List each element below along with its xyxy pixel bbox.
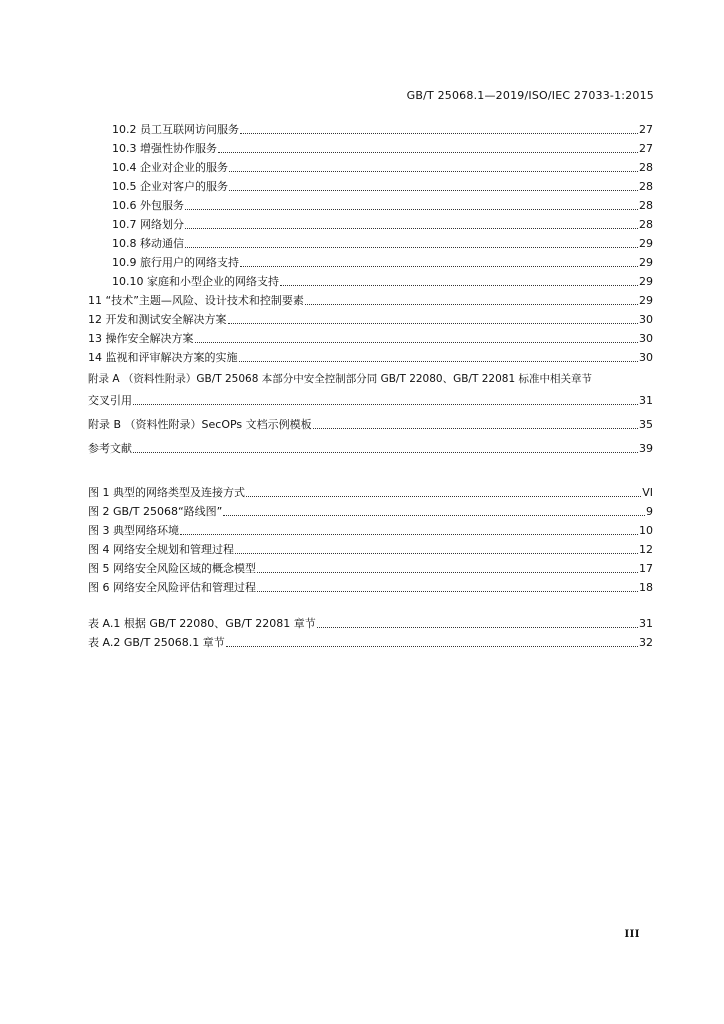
dot-leader [133,403,638,405]
toc-entry[interactable] [112,254,653,270]
toc-entry-page: 31 [639,617,653,630]
dot-leader [240,265,638,267]
toc-entry-label: 11 “技术”主题—风险、设计技术和控制要素 [88,294,304,307]
dot-leader [313,427,638,429]
toc-entry-label: 10.2 员工互联网访问服务 [112,123,239,136]
toc-entry-label: 附录 B （资料性附录）SecOPs 文档示例模板 [88,418,312,431]
toc-entry-page: 28 [639,218,653,231]
toc-entry-page: 18 [639,581,653,594]
toc-entry-label: 图 3 典型网络环境 [88,524,179,537]
dot-leader [229,170,638,172]
toc-entry-label: 交叉引用 [88,394,132,407]
dot-leader [228,322,639,324]
toc-entry-page: 9 [646,505,653,518]
page-number: III [624,929,640,940]
dot-leader [317,626,638,628]
standard-header: GB/T 25068.1—2019/ISO/IEC 27033-1:2015 [406,89,654,102]
toc-entry-page: VI [642,486,653,499]
toc-entry-label: 13 操作安全解决方案 [88,332,194,345]
toc-entry[interactable] [88,311,653,327]
toc-entry-page: 28 [639,161,653,174]
toc-entry[interactable] [88,292,653,308]
toc-entry-page: 30 [639,351,653,364]
toc-entry-label: 10.9 旅行用户的网络支持 [112,256,239,269]
toc-entry-page: 29 [639,256,653,269]
dot-leader [185,246,638,248]
dot-leader [235,552,638,554]
dot-leader [180,533,638,535]
dot-leader [185,227,638,229]
toc-entry-label: 10.4 企业对企业的服务 [112,161,228,174]
toc-entry-page: 35 [639,418,653,431]
toc-table-entry[interactable] [88,615,653,631]
toc-entry-label: 图 2 GB/T 25068“路线图” [88,505,223,518]
toc-entry-page: 29 [639,294,653,307]
dot-leader [280,284,638,286]
toc-entry[interactable] [112,216,653,232]
dot-leader [246,495,641,497]
toc-figure-entry[interactable] [88,560,653,576]
toc-entry-label: 10.7 网络划分 [112,218,184,231]
toc-entry[interactable] [112,273,653,289]
toc-entry[interactable] [112,235,653,251]
toc-entry[interactable] [88,349,653,365]
toc-entry-page: 27 [639,123,653,136]
toc-entry-page: 30 [639,332,653,345]
toc-entry-page: 31 [639,394,653,407]
dot-leader [223,514,645,516]
toc-entry-label: 10.10 家庭和小型企业的网络支持 [112,275,279,288]
toc-entry-page: 29 [639,237,653,250]
toc-entry[interactable] [112,197,653,213]
toc-entry-label: 10.5 企业对客户的服务 [112,180,228,193]
toc-entry-page: 29 [639,275,653,288]
toc-entry-page: 10 [639,524,653,537]
dot-leader [226,645,638,647]
dot-leader [257,571,638,573]
toc-entry-page: 12 [639,543,653,556]
toc-entry-label: 图 1 典型的网络类型及连接方式 [88,486,245,499]
toc-entry-label: 参考文献 [88,442,132,455]
toc-table-entry[interactable] [88,634,653,650]
toc-entry-label: 10.3 增强性协作服务 [112,142,217,155]
dot-leader [305,303,638,305]
dot-leader [218,151,638,153]
toc-entry-label: 表 A.2 GB/T 25068.1 章节 [88,636,225,649]
toc-entry-annex-a[interactable] [88,392,653,408]
toc-entry-page: 17 [639,562,653,575]
toc-entry-page: 28 [639,199,653,212]
toc-entry-page: 27 [639,142,653,155]
dot-leader [240,132,638,134]
toc-entry-label: 12 开发和测试安全解决方案 [88,313,227,326]
dot-leader [239,360,639,362]
dot-leader [185,208,638,210]
dot-leader [195,341,639,343]
toc-figure-entry[interactable] [88,522,653,538]
toc-entry-label: 图 6 网络安全风险评估和管理过程 [88,581,256,594]
toc-entry-label: 14 监视和评审解决方案的实施 [88,351,238,364]
toc-entry-page: 39 [639,442,653,455]
toc-entry[interactable] [112,178,653,194]
toc-entry-references[interactable] [88,440,653,456]
toc-entry-page: 28 [639,180,653,193]
dot-leader [257,590,638,592]
toc-figure-entry[interactable] [88,579,653,595]
toc-figure-entry[interactable] [88,541,653,557]
dot-leader [133,451,638,453]
toc-entry[interactable] [112,140,653,156]
toc-entry-label: 图 4 网络安全规划和管理过程 [88,543,234,556]
toc-entry-label: 表 A.1 根据 GB/T 22080、GB/T 22081 章节 [88,617,316,630]
toc-entry-label: 10.6 外包服务 [112,199,184,212]
toc-entry[interactable] [112,159,653,175]
toc-annex-a-line1[interactable]: 附录 A （资料性附录）GB/T 25068 本部分中安全控制部分同 GB/T 22080、GB/T 22081 标准中相关章节 [88,373,592,385]
toc-entry[interactable] [88,330,653,346]
toc-entry-page: 30 [639,313,653,326]
toc-entry-annex-b[interactable] [88,416,653,432]
toc-entry-label: 10.8 移动通信 [112,237,184,250]
toc-figure-entry[interactable] [88,484,653,500]
toc-entry-page: 32 [639,636,653,649]
toc-figure-entry[interactable] [88,503,653,519]
toc-entry-label: 图 5 网络安全风险区域的概念模型 [88,562,256,575]
toc-entry[interactable] [112,121,653,137]
dot-leader [229,189,638,191]
